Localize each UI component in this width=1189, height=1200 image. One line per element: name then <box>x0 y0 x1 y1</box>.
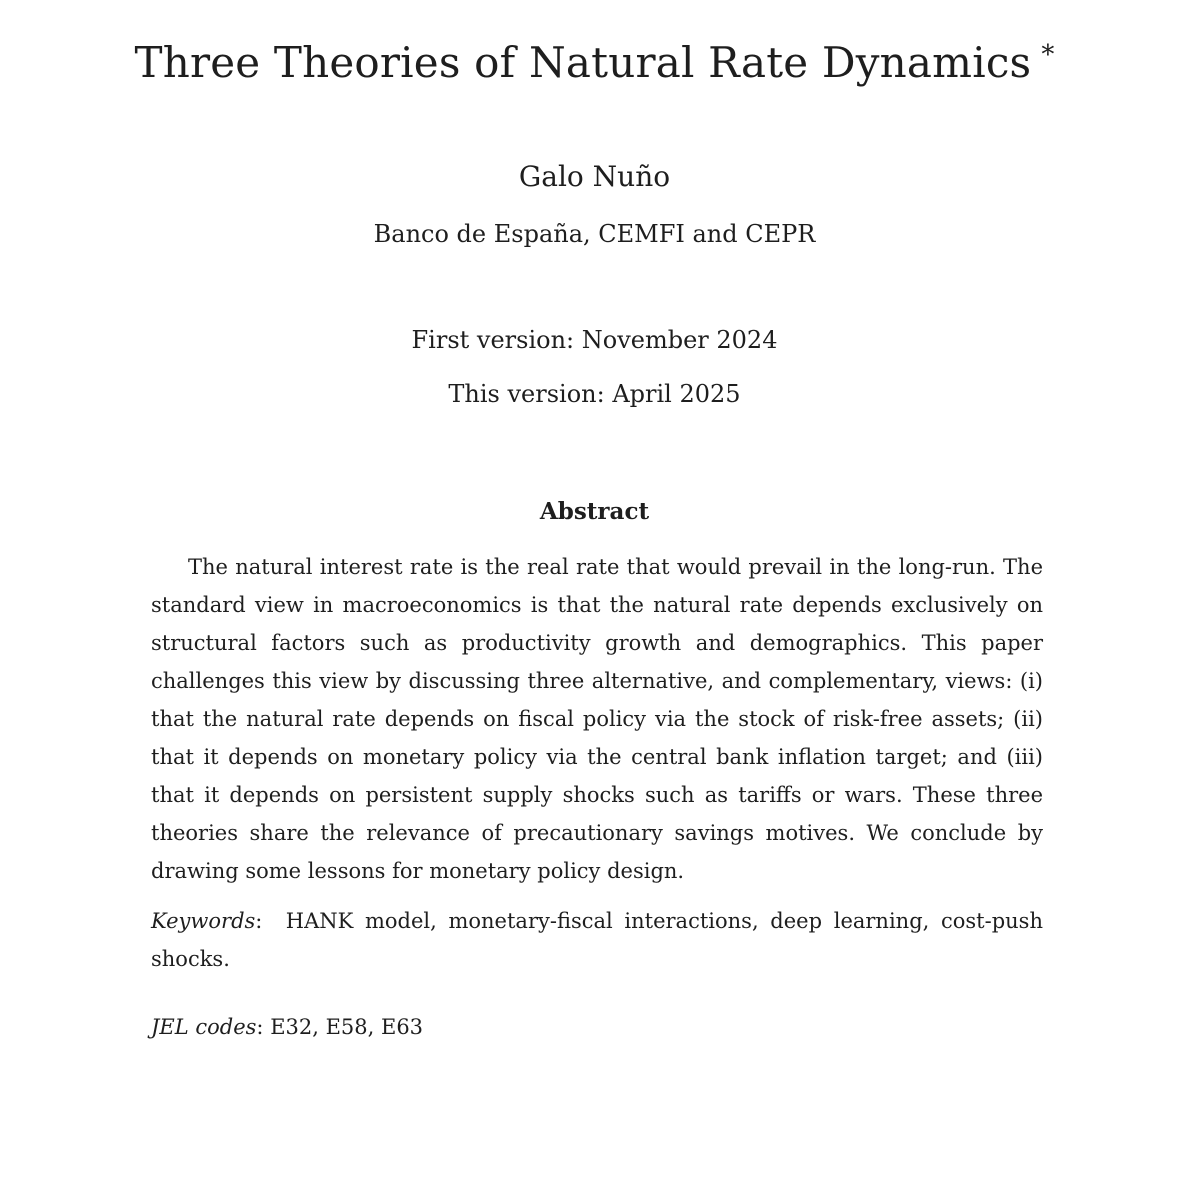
jel-codes-text: E32, E58, E63 <box>270 1015 424 1039</box>
paper-title <box>0 38 1189 87</box>
keywords-label: Keywords <box>151 909 256 933</box>
jel-codes-line <box>151 1008 1043 1046</box>
keywords-line <box>151 902 1043 978</box>
title-footnote-mark[interactable]: * <box>1041 40 1055 70</box>
keywords-text: HANK model, monetary-fiscal interactions, deep learning, cost-push shocks. <box>151 909 1043 971</box>
author-affiliation: Banco de España, CEMFI and CEPR <box>373 220 816 248</box>
first-version-date: First version: November 2024 <box>411 326 778 354</box>
this-version-date: This version: April 2025 <box>448 380 741 408</box>
jel-codes-separator: : <box>256 1015 264 1039</box>
paper-title-text: Three Theories of Natural Rate Dynamics <box>134 38 1032 87</box>
keywords-separator: : <box>255 909 263 933</box>
jel-codes-label: JEL codes <box>151 1015 257 1039</box>
author-name: Galo Nuño <box>518 160 671 193</box>
abstract-text: The natural interest rate is the real rate that would prevail in the long-run. The standard view in macroeconomics is that the natural rate depends exclusively on structural factors such as productivity growth and demographics. This paper challenges this view by discussing three alternative, and complementary, views: (i) that the natural rate depends on fiscal policy via the stock of risk-free assets; (ii) that it depends on monetary policy via the central bank inflation target; and (iii) that it depends on persistent supply shocks such as tariffs or wars. These three theories share the relevance of precautionary savings motives. We conclude by drawing some lessons for monetary policy design. <box>151 555 1043 883</box>
abstract-heading: Abstract <box>539 498 650 525</box>
